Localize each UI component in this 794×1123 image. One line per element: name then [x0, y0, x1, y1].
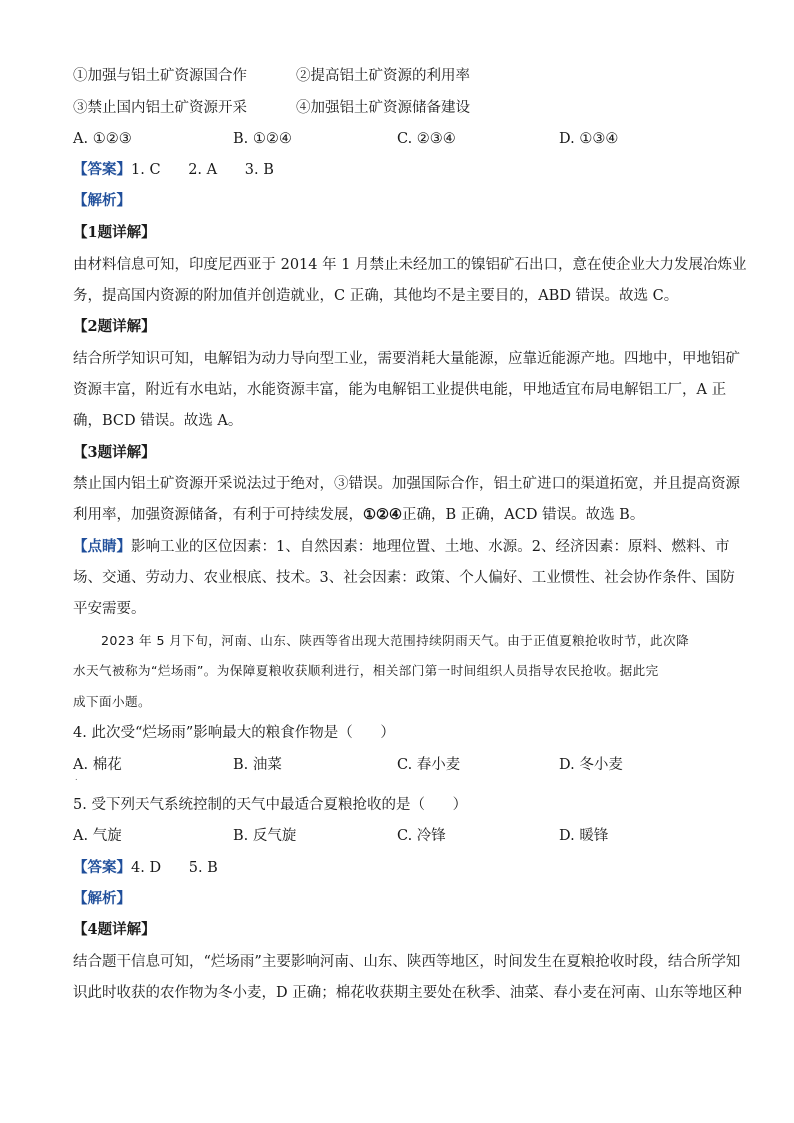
tip-line-3: 平安需要。: [73, 601, 146, 617]
detail-1-line-1: 由材料信息可知，印度尼西亚于 2014 年 1 月禁止未经加工的镍铝矿石出口，意在使企业大力发展冶炼业: [73, 257, 747, 273]
q4-stem: 4. 此次受“烂场雨”影响最大的粮食作物是（ ）: [73, 725, 395, 741]
q4-choice-d: D. 冬小麦: [559, 757, 623, 773]
q3-choice-a: A. ①②③: [73, 131, 132, 147]
q5-choice-d: D. 暖锋: [559, 828, 609, 844]
tip-label: 【点睛】: [73, 538, 131, 555]
answer-values: 4. D 5. B: [131, 860, 218, 876]
q3-option-4: ④加强铝土矿资源储备建设: [296, 100, 470, 116]
q4-choice-b: B. 油菜: [233, 757, 282, 773]
q3-choice-d: D. ①③④: [559, 131, 619, 147]
detail-3-line-2: 利用率，加强资源储备，有利于可持续发展，①②④正确，B 正确，ACD 错误。故选 B。: [73, 506, 645, 523]
detail-2-line-2: 资源丰富，附近有水电站，水能资源丰富，能为电解铝工业提供电能，甲地适宜布局电解铝工厂，A 正: [73, 382, 727, 398]
material-line-2: 水天气被称为“烂场雨”。为保障夏粮收获顺利进行，相关部门第一时间组织人员指导农民抢收。据此完: [73, 663, 659, 678]
tip-line-1: 【点睛】影响工业的区位因素：1、自然因素：地理位置、土地、水源。2、经济因素：原料、燃料、市: [73, 538, 730, 555]
detail-2-line-3: 确，BCD 错误。故选 A。: [73, 413, 243, 429]
q4-choice-c: C. 春小麦: [397, 757, 461, 773]
q3-option-2: ②提高铝土矿资源的利用率: [296, 68, 470, 84]
answer-line-2: [73, 858, 723, 878]
q3-option-3: ③禁止国内铝土矿资源开采: [73, 100, 247, 116]
detail-4-line-1: 结合题干信息可知，“烂场雨”主要影响河南、山东、陕西等地区，时间发生在夏粮抢收时段，结合所学知: [73, 954, 741, 970]
material-line-1: 2023 年 5 月下旬，河南、山东、陕西等省出现大范围持续阴雨天气。由于正值夏粮抢收时节，此次降: [101, 633, 690, 648]
stray-dot: .: [75, 773, 78, 782]
tip-line-2: 场、交通、劳动力、农业根底、技术。3、社会因素：政策、个人偏好、工业惯性、社会协作条件、国防: [73, 570, 735, 586]
q5-choice-b: B. 反气旋: [233, 828, 297, 844]
detail-4-line-2: 识此时收获的农作物为冬小麦，D 正确；棉花收获期主要处在秋季、油菜、春小麦在河南、山东等地区种: [73, 985, 742, 1001]
detail-4-title: 【4题详解】: [73, 921, 156, 938]
detail-3-title: 【3题详解】: [73, 444, 156, 461]
answer-line-1: [73, 160, 723, 180]
q5-choice-c: C. 冷锋: [397, 828, 446, 844]
answer-label: 【答案】: [73, 161, 131, 178]
material-line-3: 成下面小题。: [73, 694, 151, 709]
detail-2-line-1: 结合所学知识可知，电解铝为动力导向型工业，需要消耗大量能源，应靠近能源产地。四地中，甲地铝矿: [73, 351, 740, 367]
q5-choice-a: A. 气旋: [73, 828, 122, 844]
analysis-label-2: 【解析】: [73, 890, 131, 907]
analysis-label-1: 【解析】: [73, 192, 131, 209]
q5-stem: 5. 受下列天气系统控制的天气中最适合夏粮抢收的是（ ）: [73, 797, 468, 813]
detail-3-line-1: 禁止国内铝土矿资源开采说法过于绝对，③错误。加强国际合作，铝土矿进口的渠道拓宽，并且提高资源: [73, 476, 740, 492]
circled-numbers: ①②④: [363, 506, 402, 523]
detail-2-title: 【2题详解】: [73, 318, 156, 335]
q4-choice-a: A. 棉花: [73, 757, 122, 773]
q3-option-1: ①加强与铝土矿资源国合作: [73, 68, 247, 84]
answer-values: 1. C 2. A 3. B: [131, 162, 274, 178]
detail-1-title: 【1题详解】: [73, 224, 156, 241]
q3-choice-b: B. ①②④: [233, 131, 292, 147]
q3-choice-c: C. ②③④: [397, 131, 456, 147]
answer-label: 【答案】: [73, 859, 131, 876]
detail-1-line-2: 务，提高国内资源的附加值并创造就业，C 正确，其他均不是主要目的，ABD 错误。故选 C。: [73, 288, 679, 304]
